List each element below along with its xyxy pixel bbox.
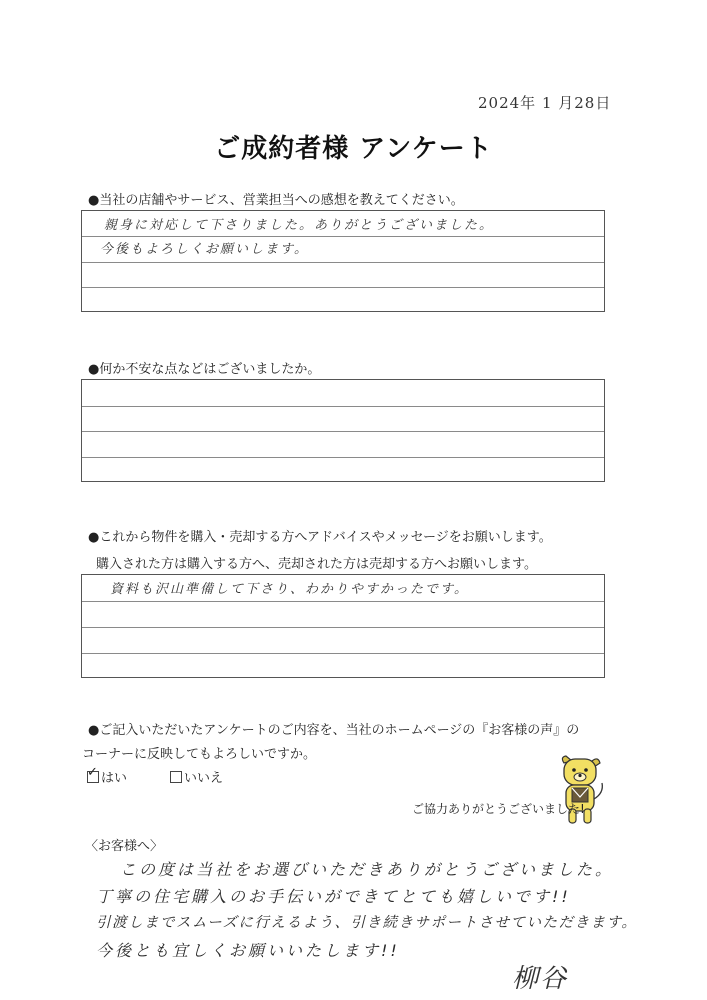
customer-message-line-1: この度は当社をお選びいただきありがとうございました。 [120,860,615,879]
staff-signature: 柳谷 [512,964,569,994]
option-no-label: いいえ [184,771,224,786]
customer-message-line-3: 引渡しまでスムーズに行えるよう、引き続きサポートさせていただきます。 [96,915,638,931]
customer-message-line-2: 丁寧の住宅購入のお手伝いができてとても嬉しいです!! [96,887,571,906]
ruled-line [82,627,604,628]
answer-3-line-1: 資料も沢山準備して下さり、わかりやすかったです。 [110,582,469,597]
ruled-line [82,601,604,602]
page-title: ご成約者様 アンケート [214,134,493,164]
answer-1-line-2: 今後もよろしくお願いします。 [100,242,309,257]
answer-box-2 [81,379,605,482]
survey-date: 2024年 1 月28日 [478,94,612,112]
ruled-line [82,457,604,458]
checkbox-yes[interactable] [87,765,99,783]
question-3-subtext: 購入された方は購入する方へ、売却された方は売却する方へお願いします。 [96,557,537,572]
ruled-line [82,653,604,654]
checkbox-no[interactable] [170,771,182,783]
ruled-line [82,431,604,432]
ruled-line [82,236,604,237]
ruled-line [82,262,604,263]
question-4-line-2: コーナーに反映してもよろしいですか。 [82,747,317,762]
ruled-line [82,406,604,407]
customer-message-line-4: 今後とも宜しくお願いいたします!! [96,941,400,960]
option-yes[interactable] [87,767,127,786]
question-3: ●これから物件を購入・売却する方へアドバイスやメッセージをお願いします。 [88,530,552,545]
option-no[interactable] [170,767,223,786]
answer-1-line-1: 親身に対応して下さりました。ありがとうございました。 [104,218,495,233]
checkmark-icon: ✓ [87,765,98,780]
question-4-line-1: ●ご記入いただいたアンケートのご内容を、当社のホームページの『お客様の声』の [88,723,580,738]
ruled-line [82,287,604,288]
question-2: ●何か不安な点などはございましたか。 [88,362,321,377]
customer-section-label: 〈お客様へ〉 [85,839,164,854]
option-yes-label: はい [101,771,128,786]
thanks-message: ご協力ありがとうございました! [412,802,585,816]
question-1: ●当社の店舗やサービス、営業担当への感想を教えてください。 [88,193,464,208]
